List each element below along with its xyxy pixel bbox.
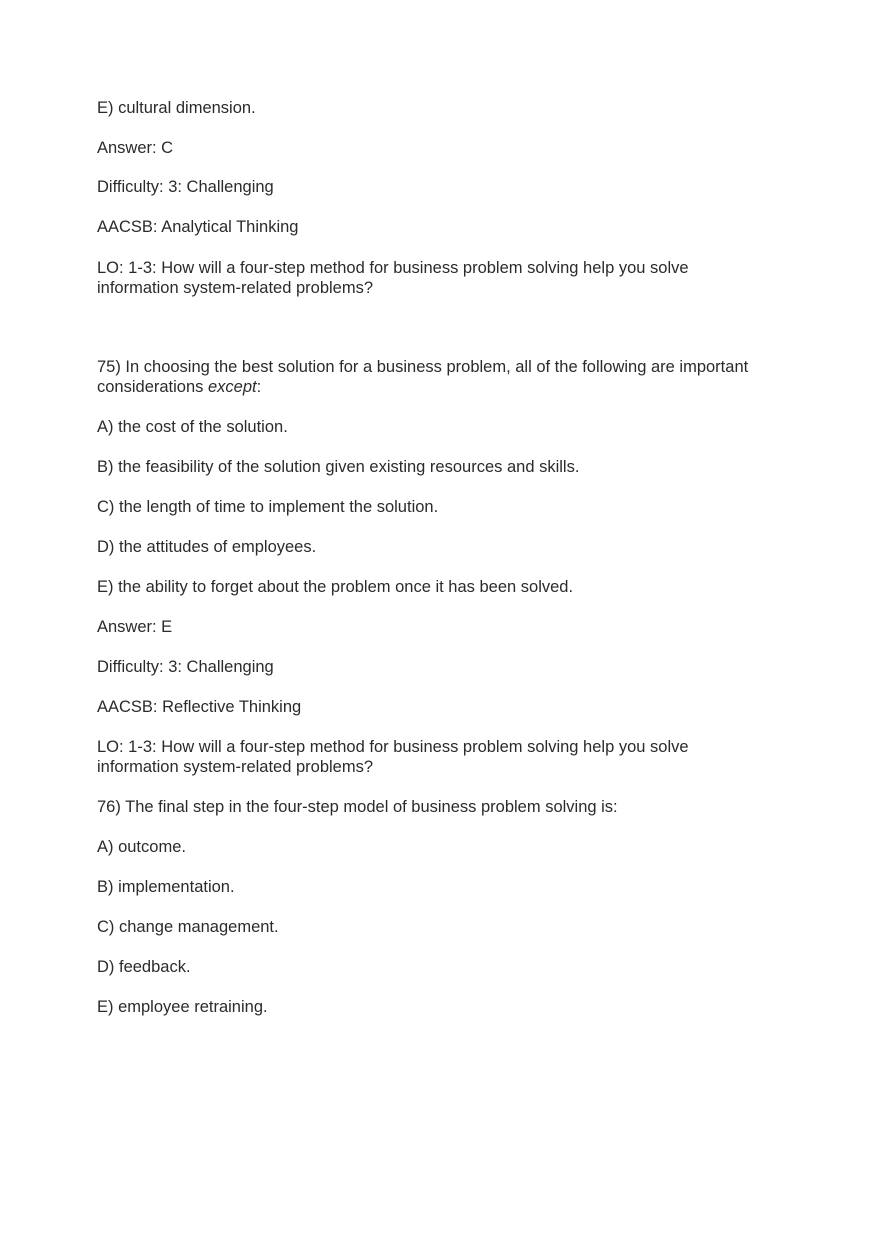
q76-stem: 76) The final step in the four-step model of business problem solving is: — [97, 798, 618, 816]
q75-stem-emphasis: except — [207, 378, 257, 396]
q76-option-d: D) feedback. — [97, 958, 191, 976]
prev-lo-line2: information system-related problems? — [97, 279, 374, 297]
q75-aacsb: AACSB: Reflective Thinking — [97, 698, 302, 716]
q76-option-a: A) outcome. — [97, 838, 186, 856]
prev-answer: Answer: C — [97, 139, 174, 157]
prev-lo-line1: LO: 1-3: How will a four-step method for business problem solving help you solve — [97, 259, 689, 277]
q75-stem-line1: 75) In choosing the best solution for a business problem, all of the following are important — [97, 358, 749, 376]
q76-option-e: E) employee retraining. — [97, 998, 268, 1016]
prev-aacsb: AACSB: Analytical Thinking — [97, 218, 299, 236]
q75-option-e: E) the ability to forget about the problem once it has been solved. — [97, 578, 574, 596]
q75-option-d: D) the attitudes of employees. — [97, 538, 317, 556]
q75-stem-line2 — [97, 377, 797, 397]
q75-lo-line1: LO: 1-3: How will a four-step method for business problem solving help you solve — [97, 738, 689, 756]
q75-option-c: C) the length of time to implement the solution. — [97, 498, 439, 516]
prev-difficulty: Difficulty: 3: Challenging — [97, 178, 274, 196]
q75-option-a: A) the cost of the solution. — [97, 418, 288, 436]
q75-option-b: B) the feasibility of the solution given existing resources and skills. — [97, 458, 580, 476]
q75-answer: Answer: E — [97, 618, 173, 636]
q75-lo-line2: information system-related problems? — [97, 758, 374, 776]
q76-option-c: C) change management. — [97, 918, 279, 936]
prev-option-e: E) cultural dimension. — [97, 99, 256, 117]
q75-stem-suffix: : — [256, 378, 262, 396]
q75-stem-prefix: considerations — [97, 378, 208, 396]
q76-option-b: B) implementation. — [97, 878, 235, 896]
q75-difficulty: Difficulty: 3: Challenging — [97, 658, 274, 676]
